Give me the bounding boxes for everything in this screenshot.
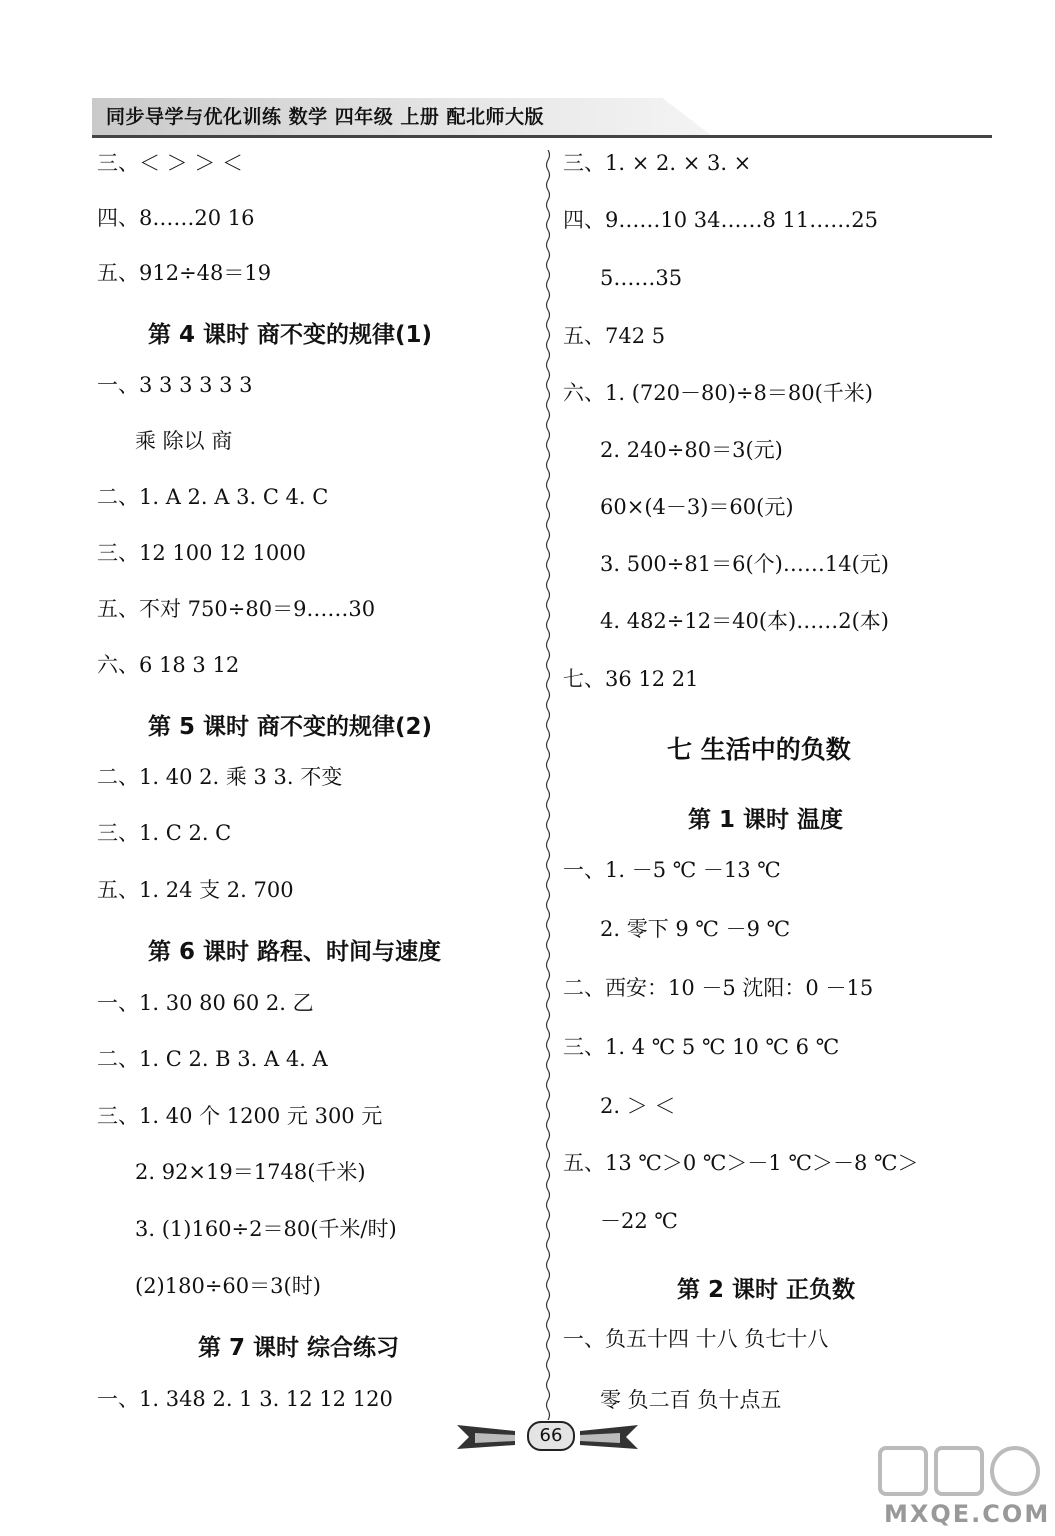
answer-line: 2. 240÷80＝3(元) — [600, 438, 783, 462]
answer-line: 2. ＞ ＜ — [600, 1094, 676, 1118]
page-number: 66 — [527, 1421, 575, 1451]
header-rule — [92, 135, 992, 138]
answer-line: 六、6 18 3 12 — [97, 653, 240, 677]
answer-line: 一、1. －5 ℃ －13 ℃ — [563, 858, 781, 882]
answer-line: (2)180÷60＝3(时) — [135, 1274, 321, 1298]
answer-line: 六、1. (720－80)÷8＝80(千米) — [563, 381, 873, 405]
answer-line: 七、36 12 21 — [563, 667, 699, 691]
answer-line: 三、1. 4 ℃ 5 ℃ 10 ℃ 6 ℃ — [563, 1035, 840, 1059]
answer-line: 三、12 100 12 1000 — [97, 541, 306, 565]
answer-line: 五、不对 750÷80＝9……30 — [97, 597, 376, 621]
answer-line: 五、912÷48＝19 — [97, 261, 272, 285]
answer-line: 2. 零下 9 ℃ －9 ℃ — [600, 917, 791, 941]
answer-line: 一、负五十四 十八 负七十八 — [563, 1327, 829, 1351]
running-header — [92, 98, 992, 138]
page-footer — [455, 1415, 640, 1455]
answer-line: 乘 除以 商 — [135, 429, 233, 453]
answer-line: 4. 482÷12＝40(本)……2(本) — [600, 609, 889, 633]
answer-line: 一、3 3 3 3 3 3 — [97, 373, 253, 397]
answer-line: 二、1. C 2. B 3. A 4. A — [97, 1047, 328, 1071]
unit-heading: 七 生活中的负数 — [667, 735, 851, 764]
answer-line: 2. 92×19＝1748(千米) — [135, 1160, 366, 1184]
answer-line: 二、1. A 2. A 3. C 4. C — [97, 485, 329, 509]
answer-line: 五、13 ℃＞0 ℃＞－1 ℃＞－8 ℃＞ — [563, 1151, 919, 1175]
answer-line: 60×(4－3)＝60(元) — [600, 495, 794, 519]
answer-line: 三、＜ ＞ ＞ ＜ — [97, 151, 244, 175]
answer-line: 五、1. 24 支 2. 700 — [97, 878, 294, 902]
answer-line: －22 ℃ — [600, 1209, 678, 1233]
answer-line: 四、8……20 16 — [97, 206, 255, 230]
column-divider — [545, 150, 551, 1420]
answer-line: 二、1. 40 2. 乘 3 3. 不变 — [97, 765, 343, 789]
answer-line: 零 负二百 负十点五 — [600, 1388, 782, 1412]
answer-line: 三、1. × 2. × 3. × — [563, 151, 752, 175]
lesson-heading: 第 4 课时 商不变的规律(1) — [148, 322, 433, 348]
lesson-heading: 第 5 课时 商不变的规律(2) — [148, 714, 433, 740]
book-title: 同步导学与优化训练 数学 四年级 上册 配北师大版 — [106, 106, 544, 128]
answer-line: 二、西安：10 －5 沈阳：0 －15 — [563, 976, 874, 1000]
answer-line: 一、1. 348 2. 1 3. 12 12 120 — [97, 1387, 393, 1411]
answer-line: 5……35 — [600, 266, 683, 290]
answer-line: 四、9……10 34……8 11……25 — [563, 208, 878, 232]
watermark — [870, 1440, 1050, 1530]
answer-line: 3. (1)160÷2＝80(千米/时) — [135, 1217, 397, 1241]
lesson-heading: 第 1 课时 温度 — [688, 807, 844, 833]
lesson-heading: 第 2 课时 正负数 — [677, 1277, 856, 1303]
lesson-heading: 第 6 课时 路程、时间与速度 — [148, 939, 442, 965]
watermark-logo-icon — [870, 1440, 1050, 1500]
watermark-text: MXQE.COM — [884, 1500, 1051, 1528]
answer-line: 一、1. 30 80 60 2. 乙 — [97, 991, 314, 1015]
answer-line: 三、1. 40 个 1200 元 300 元 — [97, 1104, 383, 1128]
answer-line: 3. 500÷81＝6(个)……14(元) — [600, 552, 889, 576]
answer-line: 三、1. C 2. C — [97, 821, 232, 845]
lesson-heading: 第 7 课时 综合练习 — [198, 1335, 400, 1361]
answer-line: 五、742 5 — [563, 324, 666, 348]
